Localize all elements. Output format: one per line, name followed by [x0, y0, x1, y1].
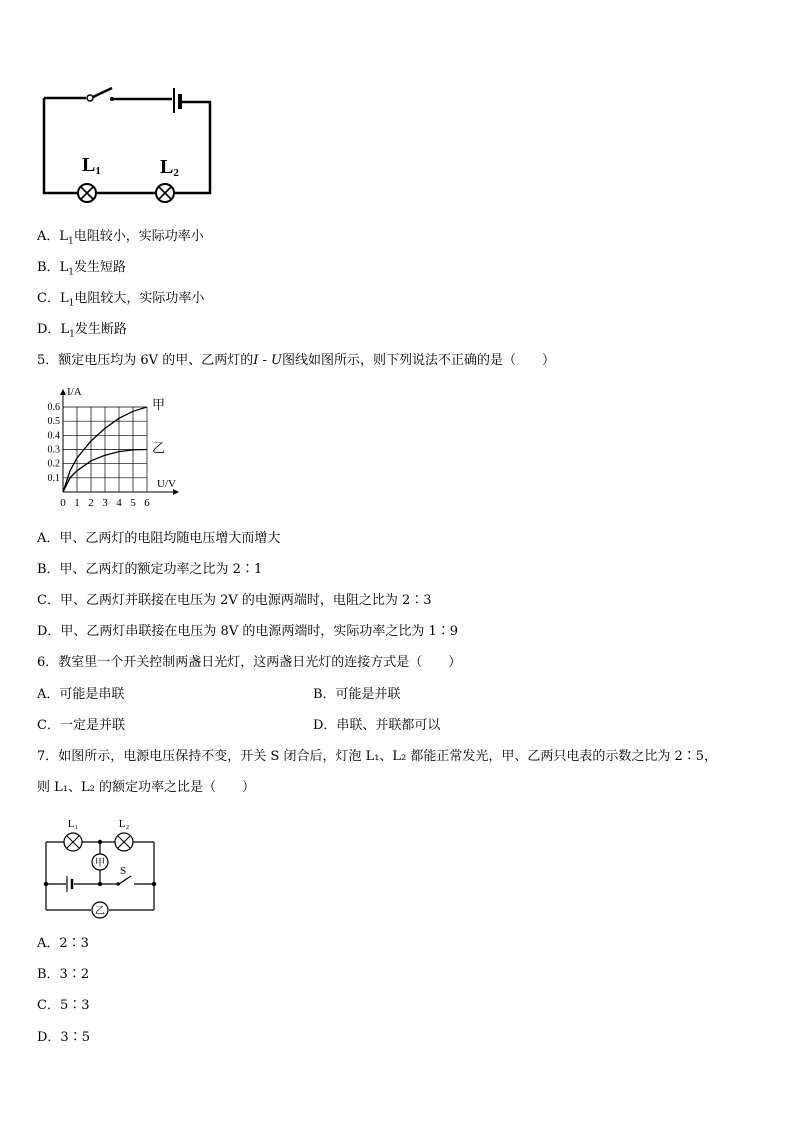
y-tick-label: 0.2	[47, 458, 60, 470]
switch-contact	[110, 97, 114, 101]
q6-option-c: C．一定是并联	[37, 718, 125, 733]
y-tick-label: 0.3	[47, 444, 60, 456]
x-tick-label: 4	[116, 497, 122, 509]
x-tick-label: 3	[102, 497, 108, 509]
series-label-yi: 乙	[152, 440, 166, 456]
lamp-l2-symbol	[156, 184, 174, 202]
q5-option-d: D．甲、乙两灯串联接在电压为 8V 的电源两端时，实际功率之比为 1∶9	[37, 624, 459, 639]
q4-circuit-figure	[30, 85, 230, 215]
junction-dot	[98, 840, 102, 844]
svg-text:甲: 甲	[95, 858, 105, 869]
q7-stem-line1: 7．如图所示，电源电压保持不变，开关 S 闭合后，灯泡 L₁、L₂ 都能正常发光，甲、乙两只电表的示数之比为 2∶5，	[37, 749, 718, 764]
q6-option-a: A．可能是串联	[37, 687, 125, 702]
battery-symbol	[174, 88, 180, 113]
meter-jia-symbol	[92, 854, 108, 870]
svg-text:乙: 乙	[95, 906, 105, 917]
q7-option-b: B．3∶2	[37, 967, 90, 982]
battery-symbol	[67, 876, 72, 892]
q6-stem: 6．教室里一个开关控制两盏日光灯，这两盏日光灯的连接方式是（ ）	[37, 655, 462, 670]
x-tick-label: 5	[130, 497, 136, 509]
junction-dot	[44, 882, 48, 886]
y-tick-label: 0.6	[47, 402, 60, 413]
x-tick-label: 1	[74, 497, 80, 509]
switch-label: S	[119, 865, 127, 877]
lamp-l1-label: L₁	[67, 818, 79, 830]
q4-option-c: C．$L_1$电阻较大，实际功率小	[37, 291, 205, 309]
q5-option-b: B．甲、乙两灯的额定功率之比为 2∶1	[37, 562, 263, 577]
x-tick-label: 6	[144, 497, 150, 509]
junction-dot	[98, 882, 102, 886]
q7-option-a: A．2∶3	[37, 936, 89, 951]
lamp-l2-label: L₂	[118, 818, 130, 830]
q7-stem-line2: 则 L₁、L₂ 的额定功率之比是（ ）	[37, 780, 255, 795]
switch-contact	[116, 882, 120, 886]
y-tick-label: 0.5	[47, 416, 60, 428]
q5-option-c: C．甲、乙两灯并联接在电压为 2V 的电源两端时，电阻之比为 2∶3	[37, 593, 432, 608]
junction-dot	[152, 882, 156, 886]
y-axis-label: I/A	[67, 386, 82, 398]
x-axis-label: U/V	[157, 478, 176, 490]
y-tick-label: 0.1	[47, 472, 60, 484]
x-tick-label: 0	[60, 497, 66, 509]
lamp-l1-label: L1	[82, 154, 101, 177]
lamp-l2-label: L2	[160, 156, 179, 179]
meter-yi-symbol	[92, 902, 108, 918]
lamp-l2-symbol	[115, 833, 133, 851]
q4-option-d: D．$L_1$发生断路	[37, 322, 127, 340]
q7-circuit-figure	[38, 812, 168, 922]
q4-option-a: A．$L_1$电阻较小，实际功率小	[37, 229, 204, 247]
y-axis-arrow	[60, 389, 66, 395]
lamp-l1-symbol	[64, 833, 82, 851]
lamp-l1-symbol	[78, 184, 96, 202]
series-label-jia: 甲	[152, 397, 166, 412]
y-tick-label: 0.4	[47, 430, 60, 442]
q6-option-b: B．可能是并联	[313, 687, 401, 702]
q7-option-d: D．3∶5	[37, 1030, 90, 1045]
q4-option-b: B．$L_1$发生短路	[37, 260, 126, 278]
q7-option-c: C．5∶3	[37, 998, 90, 1013]
switch-pivot	[87, 95, 93, 101]
x-tick-label: 2	[88, 497, 94, 509]
q5-option-a: A．甲、乙两灯的电阻均随电压增大而增大	[37, 531, 281, 546]
q5-iu-chart	[38, 385, 188, 515]
q6-option-d: D．串联、并联都可以	[313, 718, 441, 733]
q5-stem: 5．额定电压均为 6V 的甲、乙两灯的I - U图线如图所示，则下列说法不正确的是（ ）	[37, 353, 555, 368]
